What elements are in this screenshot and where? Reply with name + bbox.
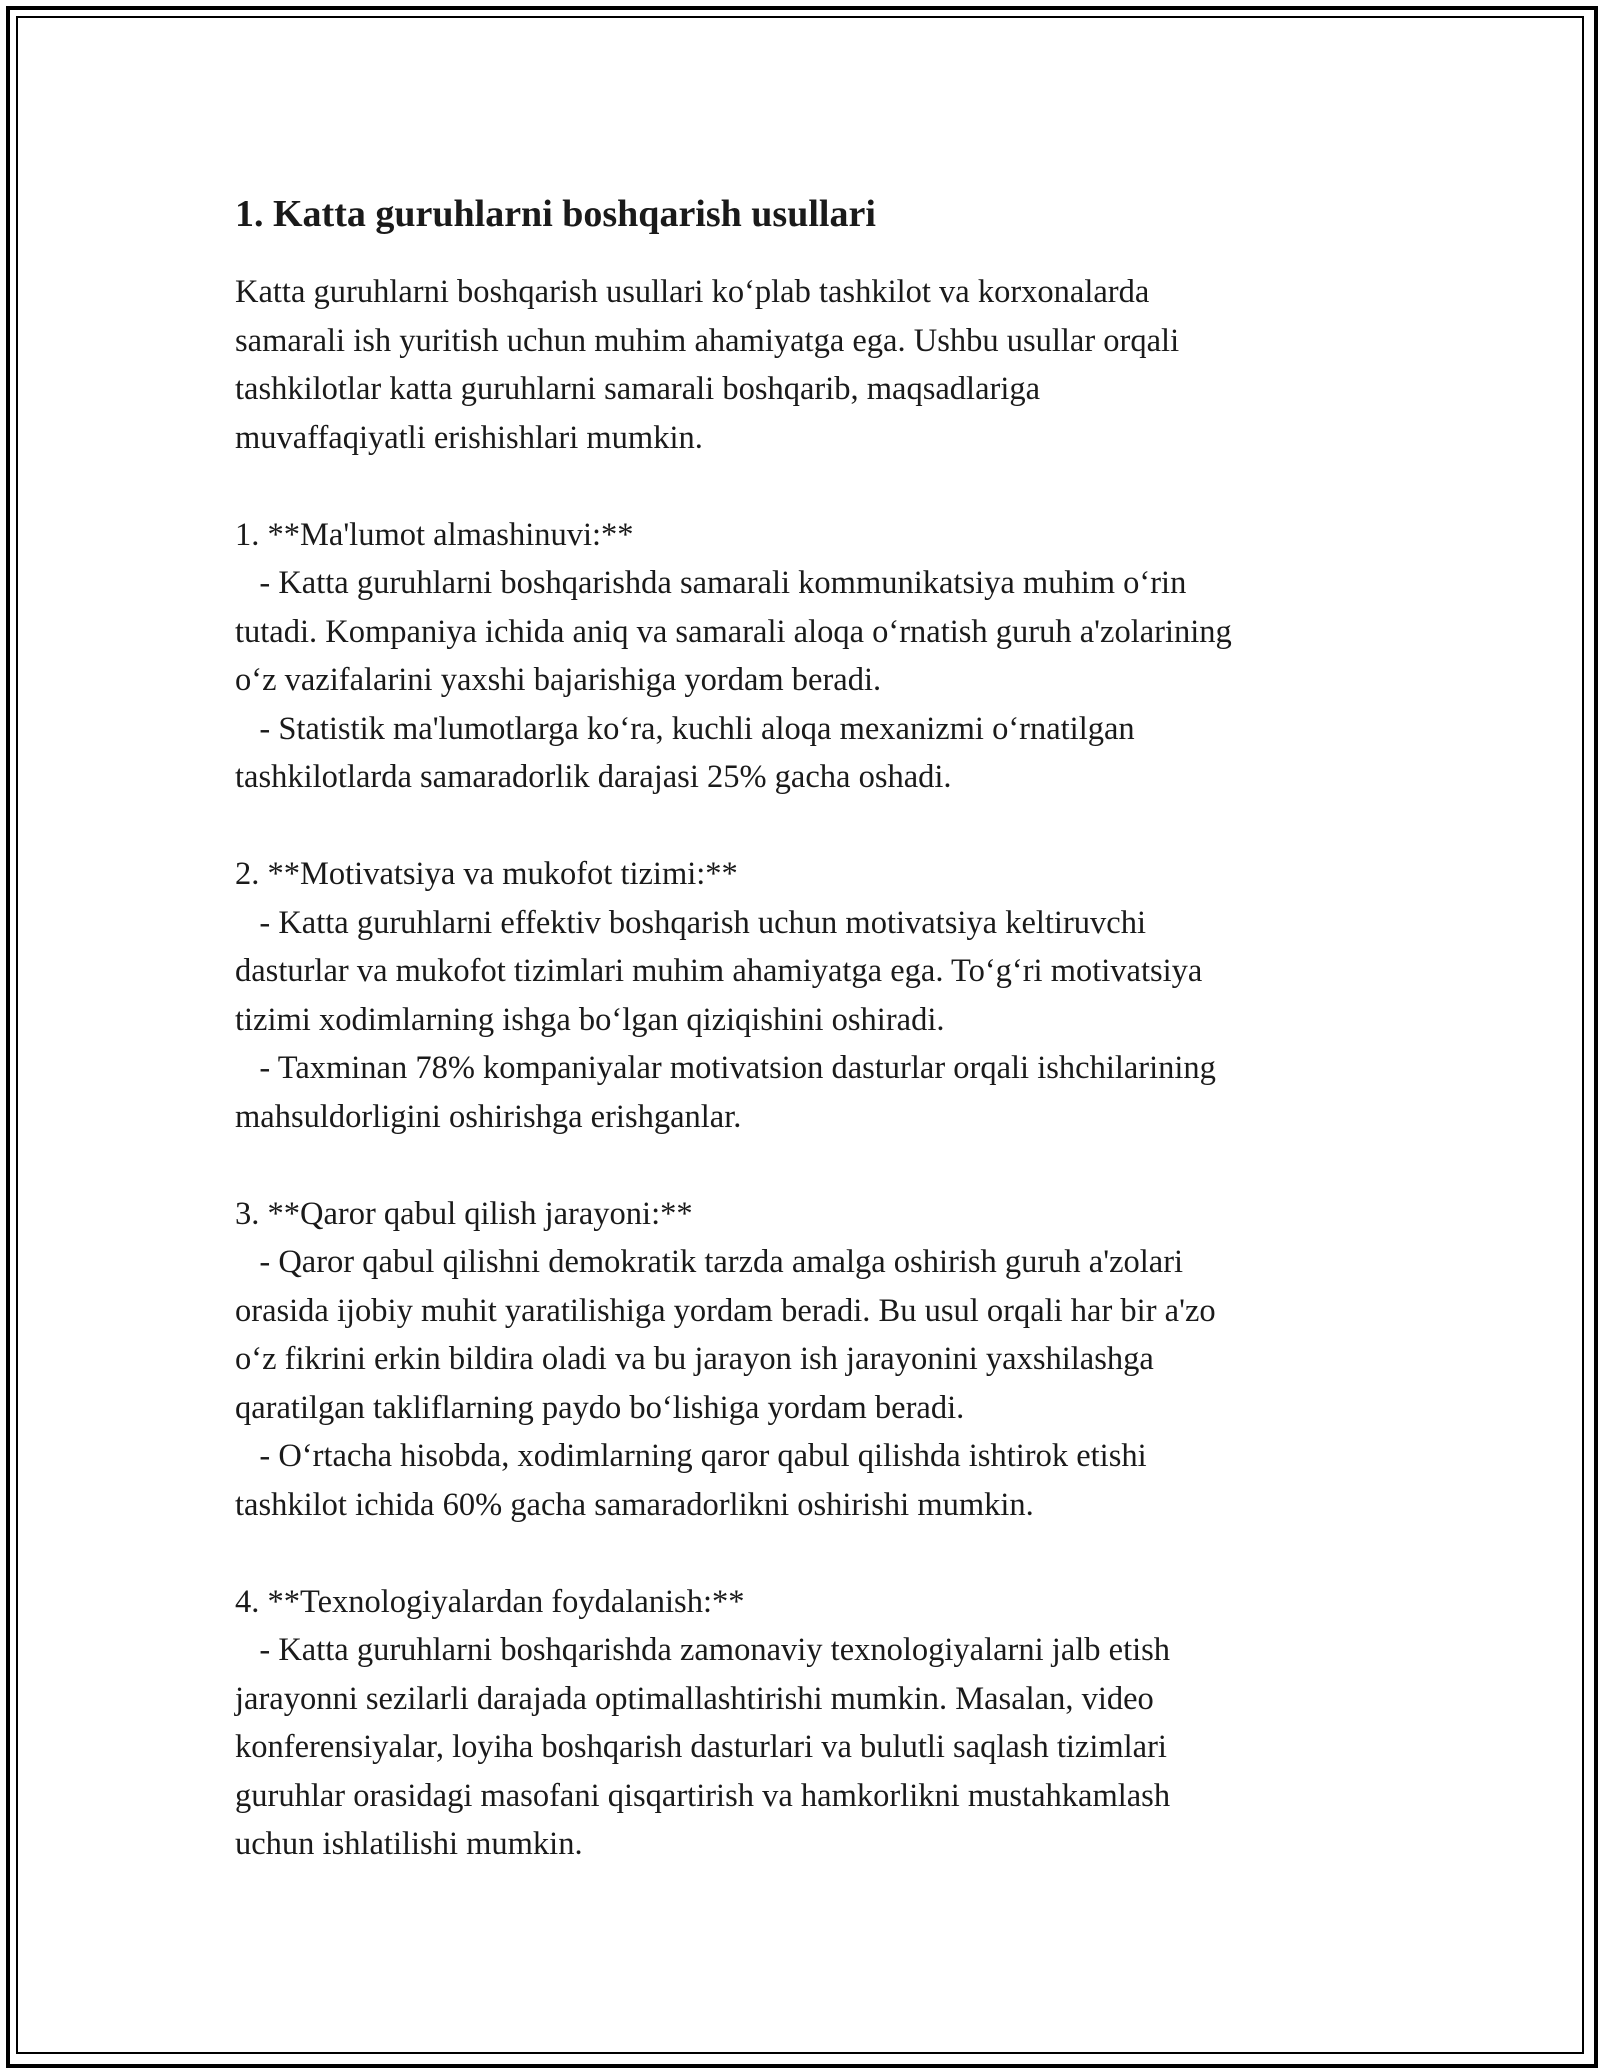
section-1 — [235, 511, 1375, 802]
section-body: - Katta guruhlarni boshqarishda zamonaviy texnologiyalarni jalb etish jarayonni sezilarli darajada optimallashtirishi mumkin. Masalan, video konferensiyalar, loyiha boshqarish dasturlari va bulutli saqlash tizimlari guruhlar orasidagi masofani qisqartirish va hamkorlikni mustahkamlash uchun ishlatilishi mumkin. — [235, 1632, 1171, 1862]
section-heading: 4. **Texnologiyalardan foydalanish:** — [235, 1583, 745, 1620]
section-heading: 2. **Motivatsiya va mukofot tizimi:** — [235, 856, 738, 892]
section-heading: 3. **Qaror qabul qilish jarayoni:** — [235, 1195, 693, 1232]
section-2 — [235, 850, 1375, 1141]
section-4 — [235, 1578, 1375, 1869]
document-title: 1. Katta guruhlarni boshqarish usullari — [235, 193, 876, 235]
section-body: - Qaror qabul qilishni demokratik tarzda amalga oshirish guruh a'zolari orasida ijobiy muhit yaratilishiga yordam beradi. Bu usul orqali har bir a'zo o‘z fikrini erkin bildira oladi va bu jarayon ish jarayonini yaxshilashga qaratilgan takliflarning paydo bo‘lishiga yordam beradi. - O‘rtacha hisobda, xodimlarning qaror qabul qilishda ishtirok etishi tashkilot ichida 60% gacha samaradorlikni oshirishi mumkin. — [235, 1244, 1216, 1523]
document-body — [235, 190, 1375, 1869]
section-3 — [235, 1190, 1375, 1530]
section-body: - Katta guruhlarni boshqarishda samarali kommunikatsiya muhim o‘rin tutadi. Kompaniya ichida aniq va samarali aloqa o‘rnatish guruh a'zolarining o‘z vazifalarini yaxshi bajarishiga yordam beradi. - Statistik ma'lumotlarga ko‘ra, kuchli aloqa mexanizmi o‘rnatilgan tashkilotlarda samaradorlik darajasi 25% gacha oshadi. — [235, 565, 1232, 795]
section-heading: 1. **Ma'lumot almashinuvi:** — [235, 516, 634, 553]
intro-paragraph: Katta guruhlarni boshqarish usullari ko‘plab tashkilot va korxonalarda samarali ish yuritish uchun muhim ahamiyatga ega. Ushbu usullar orqali tashkilotlar katta guruhlarni samarali boshqarib, maqsadlariga muvaffaqiyatli erishishlari mumkin. — [235, 274, 1180, 456]
section-body: - Katta guruhlarni effektiv boshqarish uchun motivatsiya keltiruvchi dasturlar va mukofot tizimlari muhim ahamiyatga ega. To‘g‘ri motivatsiya tizimi xodimlarning ishga bo‘lgan qiziqishini oshiradi. - Taxminan 78% kompaniyalar motivatsion dasturlar orqali ishchilarining mahsuldorligini oshirishga erishganlar. — [235, 904, 1216, 1135]
